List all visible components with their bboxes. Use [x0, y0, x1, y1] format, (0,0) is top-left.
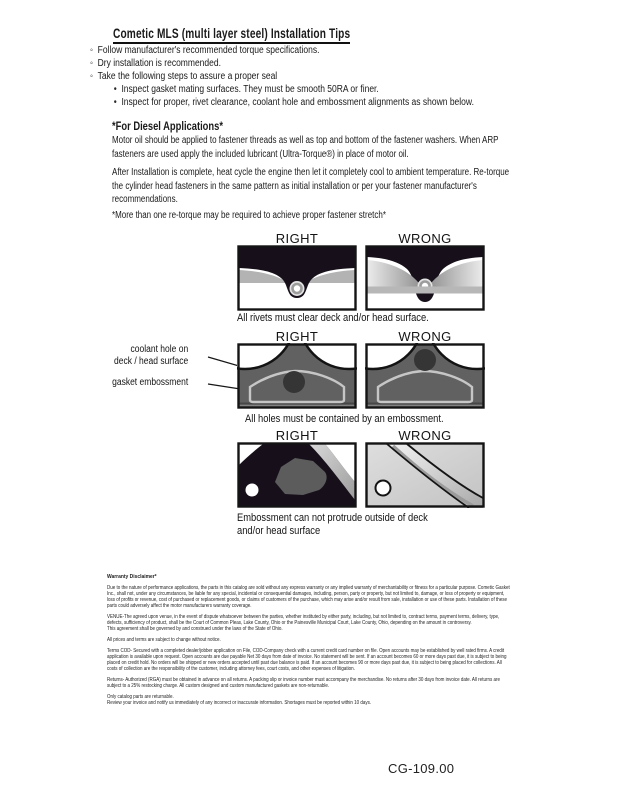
coolant-hole-right-diagram	[237, 343, 357, 409]
warranty-disclaimer	[107, 574, 512, 711]
warranty-heading: Warranty Disclaimer*	[107, 574, 157, 580]
returns-paragraph: Returns- Authorized (RGA) must be obtained in advance on all returns. A packing slip or invoice number must accompany the merchandise. No returns after 30 days from invoice date. All returns are subject to a 25% restocking charge. All custom designed and custom manufactured gaskets are non-returnable.	[107, 677, 500, 689]
embossment-caption-line1: Embossment can not protrude outside of deck	[237, 512, 428, 524]
page-title: Cometic MLS (multi layer steel) Installation Tips	[113, 26, 350, 44]
hollow-bullet-icon: ◦	[90, 45, 94, 56]
embossment-caption-line2: and/or head surface	[237, 525, 321, 537]
terms-paragraph: Terms COD- Secured with a completed dealer/jobber application on File, COD-Company check with a current credit card number on file. Open accounts may be established by well rated firms. A credit application is available upon request. Open accounts are due payable Net 30 days from date of invoice. No statement will be sent. If an account becomes 60 or more days past due, it is subject to being placed on credit hold. No orders will be shipped or new orders accepted until past due balance is paid. If an account becomes 90 or more days past due, it is subject to being placed for collections. All costs of collection are the responsibility of the customer, including attorney fees, court costs, and other expenses of litigation.	[107, 648, 507, 672]
tip-subitem	[90, 96, 474, 109]
gasket-embossment-label: gasket embossment	[112, 377, 189, 388]
prices-paragraph: All prices and terms are subject to change without notice.	[107, 637, 221, 643]
installation-tips-list	[90, 44, 542, 109]
wrong-label: WRONG	[398, 428, 452, 443]
tip-item	[90, 44, 474, 57]
embossment-right-diagram	[237, 442, 357, 508]
filled-bullet-icon: •	[113, 97, 117, 108]
review-invoice-paragraph: Review your invoice and notify us immediately of any incorrect or inaccurate information. Shortages must be reported within 10 days.	[107, 700, 372, 706]
coolant-hole-wrong-diagram	[365, 343, 485, 409]
wrong-label: WRONG	[398, 329, 452, 344]
holes-caption: All holes must be contained by an embossment.	[245, 413, 444, 425]
tip-item	[90, 70, 474, 83]
rivet-clearance-wrong-diagram	[365, 245, 485, 311]
filled-bullet-icon: •	[113, 84, 117, 95]
venue-paragraph-2: This agreement shall be governed by and construed under the laws of the State of Ohio.	[107, 626, 283, 632]
tip-item	[90, 57, 474, 70]
rivet-clearance-right-diagram	[237, 245, 357, 311]
diesel-heading: *For Diesel Applications*	[112, 119, 223, 133]
diesel-paragraph-2: After Installation is complete, heat cycle the engine then let it completely cool to ambient temperature. Re-torque the cylinder head fasteners in the same pattern as initial installation or per your fastener manufacturer's recommendations.	[112, 167, 510, 205]
returnable-paragraph: Only catalog parts are returnable.	[107, 694, 174, 700]
tip-subitem	[90, 83, 474, 96]
coolant-hole-label: coolant hole on deck / head surface	[114, 344, 189, 367]
retorque-note: *More than one re-torque may be required to achieve proper fastener stretch*	[112, 210, 386, 221]
tip-text: Inspect gasket mating surfaces. They must be smooth 50RA or finer.	[121, 84, 379, 95]
tip-text: Take the following steps to assure a proper seal	[97, 71, 278, 82]
wrong-label: WRONG	[398, 231, 452, 246]
rivets-caption: All rivets must clear deck and/or head surface.	[237, 312, 429, 324]
venue-paragraph: VENUE-The agreed upon venue, in the event of dispute whatsoever between the parties, whether instituted by either party, including, but not limited to, contract terms, payment terms, delivery, type, defects, sufficiency of product, shall be the Court of Common Pleas, Lake County, Ohio or the Painesville Municipal Court, Lake County, Ohio, depending on the amount in controversy.	[107, 614, 500, 626]
warranty-paragraph: Due to the nature of performance applications, the parts in this catalog are sold without any express warranty or any implied warranty of merchantability or fitness for a particular purpose. Cometic Gasket Inc., shall not, under any circumstances, be liable for any special, incidental or consequential damages, including, person, party or property, but not limited to, damage, or loss of property or equipment, loss of profits or revenue, cost of purchased or replacement goods, or claims of customers of the purchase, which may arise and/or result from sale, installation or use of these parts. Installation of these parts could adversely affect the motor manufacturers warranty coverage.	[107, 585, 510, 609]
right-label: RIGHT	[275, 428, 319, 443]
diesel-paragraph-1: Motor oil should be applied to fastener threads as well as top and bottom of the fastener washers. When ARP fasteners are used apply the included lubricant (Ultra-Torque®) in place of motor oil.	[112, 135, 499, 160]
tip-text: Inspect for proper, rivet clearance, coolant hole and embossment alignments as shown below.	[121, 97, 474, 108]
tip-text: Follow manufacturer's recommended torque specifications.	[97, 45, 320, 56]
tip-text: Dry installation is recommended.	[97, 58, 221, 69]
hollow-bullet-icon: ◦	[90, 71, 94, 82]
right-label: RIGHT	[275, 231, 319, 246]
hollow-bullet-icon: ◦	[90, 58, 94, 69]
right-label: RIGHT	[275, 329, 319, 344]
page-number: CG-109.00	[388, 761, 455, 776]
embossment-wrong-diagram	[365, 442, 485, 508]
